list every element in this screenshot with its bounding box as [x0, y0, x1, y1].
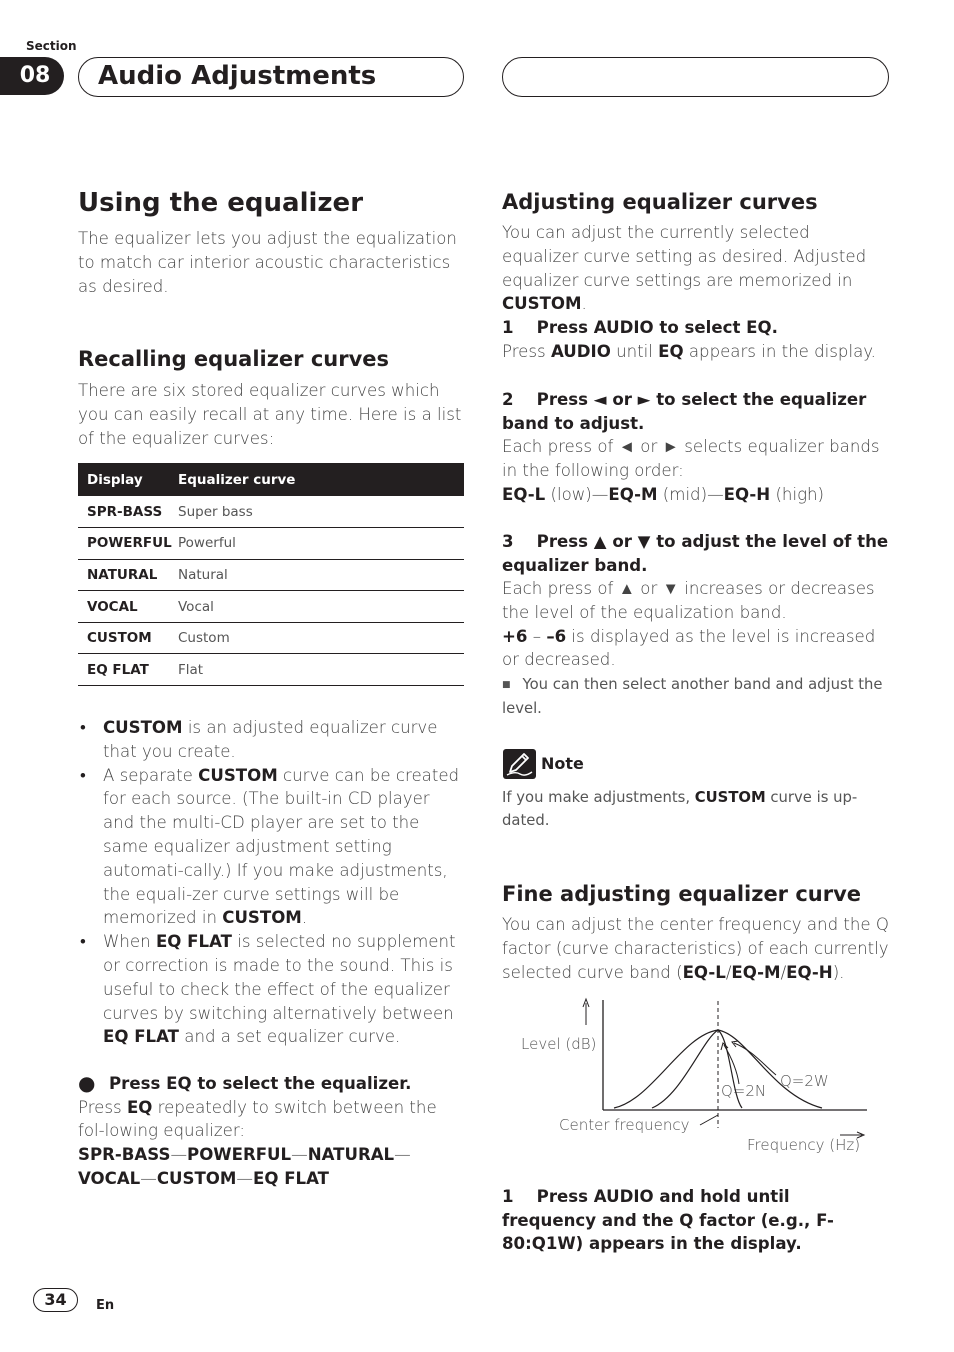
step-1-text: Press AUDIO until EQ appears in the display.	[502, 341, 876, 361]
bullet-dot-icon: ●	[78, 1071, 96, 1095]
adjust-step-2	[502, 388, 889, 506]
table-row	[78, 591, 464, 623]
q-factor-diagram	[502, 995, 872, 1160]
fine-step-1: 1 Press AUDIO and hold until frequency and the Q factor (e.g., F- 80:Q1W) appears in the display.	[502, 1187, 840, 1253]
step-2-heading: 2 Press ◄ or ► to select the equalizer band to adjust.	[502, 390, 873, 433]
equalizer-sequence: SPR-BASS—POWERFUL—NATURAL—VOCAL—CUSTOM—EQ FLAT	[78, 1145, 411, 1188]
table-cell-display: SPR-BASS	[78, 496, 178, 528]
step-3-range: +6 – –6 is displayed as the level is increased or decreased.	[502, 626, 876, 670]
press-eq-heading: ● Press EQ to select the equalizer.	[78, 1071, 412, 1095]
q2n-pointer	[724, 1045, 739, 1084]
main-heading: Using the equalizer	[78, 188, 364, 218]
intro-paragraph: The equalizer lets you adjust the equalization to match car interior acoustic characteristics as desired.	[78, 229, 457, 296]
note-pencil-icon	[503, 749, 536, 779]
step-3-heading: 3 Press ▲ or ▼ to adjust the level of the equalizer band.	[502, 532, 894, 575]
step-2-text: Each press of ◄ or ► selects equalizer bands in the following order:	[502, 437, 880, 480]
table-cell-display: EQ FLAT	[78, 654, 178, 686]
table-cell-curve: Custom	[178, 622, 464, 654]
table-row	[78, 654, 464, 686]
section-label: Section	[26, 39, 77, 53]
section-number-badge: 08	[0, 57, 64, 95]
recall-paragraph: There are six stored equalizer curves which you can easily recall at any time. Here is a list of the equalizer curves:	[78, 381, 462, 448]
table-cell-display: NATURAL	[78, 559, 178, 591]
adjust-step-3	[502, 530, 894, 720]
diagram-frequency-label: Frequency (Hz)	[747, 1136, 861, 1154]
table-row	[78, 496, 464, 528]
center-frequency-leader	[700, 1115, 718, 1125]
curve-wide-q	[614, 1030, 822, 1108]
diagram-level-label: Level (dB)	[521, 1035, 597, 1053]
language-code: En	[96, 1298, 115, 1313]
step-3-text: Each press of ▲ or ▼ increases or decreases the level of the equalization band.	[502, 579, 875, 622]
table-cell-curve: Flat	[178, 654, 464, 686]
adjust-paragraph: You can adjust the currently selected equalizer curve setting as desired. Adjusted equalizer curve settings are memorized in CUSTOM.	[502, 223, 867, 314]
diagram-q2n-label: Q=2N	[721, 1082, 767, 1100]
table-cell-curve: Vocal	[178, 591, 464, 623]
list-item: • A separate CUSTOM curve can be created for each source. (The built-in CD player and the multi-CD player are set to the same equalizer adjustment setting automati-cally.) If you make adjustments, the equali-zer curve settings will be memorized in CUSTOM.	[78, 764, 464, 931]
table-cell-display: VOCAL	[78, 591, 178, 623]
note-label: Note	[541, 754, 584, 773]
step-1-heading: 1 Press AUDIO to select EQ.	[502, 318, 778, 337]
note-text: If you make adjustments, CUSTOM curve is up-dated.	[502, 789, 858, 829]
band-order: EQ-L (low)—EQ-M (mid)—EQ-H (high)	[502, 484, 825, 504]
adjust-step-1	[502, 316, 889, 363]
page-title: Audio Adjustments	[98, 61, 377, 91]
table-row	[78, 559, 464, 591]
square-bullet-icon: ■	[502, 680, 511, 691]
diagram-center-label: Center frequency	[559, 1116, 690, 1134]
table-cell-curve: Natural	[178, 559, 464, 591]
custom-bullet-list	[78, 716, 464, 1049]
fine-adjust-paragraph: You can adjust the center frequency and the Q factor (curve characteristics) of each currently selected curve band (EQ-L/EQ-M/EQ-H).	[502, 915, 889, 982]
page-number: 34	[33, 1288, 78, 1312]
list-item: • CUSTOM is an adjusted equalizer curve that you create.	[78, 716, 464, 764]
adjust-heading: Adjusting equalizer curves	[502, 190, 818, 214]
diagram-q2w-label: Q=2W	[780, 1072, 829, 1090]
step-3-subnote: ■ You can then select another band and adjust the level.	[502, 676, 883, 718]
table-row	[78, 528, 464, 560]
recall-heading: Recalling equalizer curves	[78, 347, 390, 371]
table-header-row	[78, 463, 464, 496]
equalizer-table	[78, 463, 464, 686]
table-cell-display: POWERFUL	[78, 528, 178, 560]
table-cell-curve: Powerful	[178, 528, 464, 560]
press-eq-paragraph: Press EQ repeatedly to switch between the fol-lowing equalizer:	[78, 1097, 437, 1141]
table-row	[78, 622, 464, 654]
table-header-display: Display	[78, 463, 178, 496]
list-item: • When EQ FLAT is selected no supplement or correction is made to the sound. This is useful to check the effect of the equalizer curves by switching alternatively between EQ FLAT and a set equalizer curve.	[78, 930, 464, 1049]
press-eq-step	[78, 1072, 464, 1191]
fine-adjust-heading: Fine adjusting equalizer curve	[502, 882, 862, 906]
table-cell-curve: Super bass	[178, 496, 464, 528]
header-empty-frame	[502, 57, 889, 97]
table-cell-display: CUSTOM	[78, 622, 178, 654]
table-header-curve: Equalizer curve	[178, 463, 464, 496]
